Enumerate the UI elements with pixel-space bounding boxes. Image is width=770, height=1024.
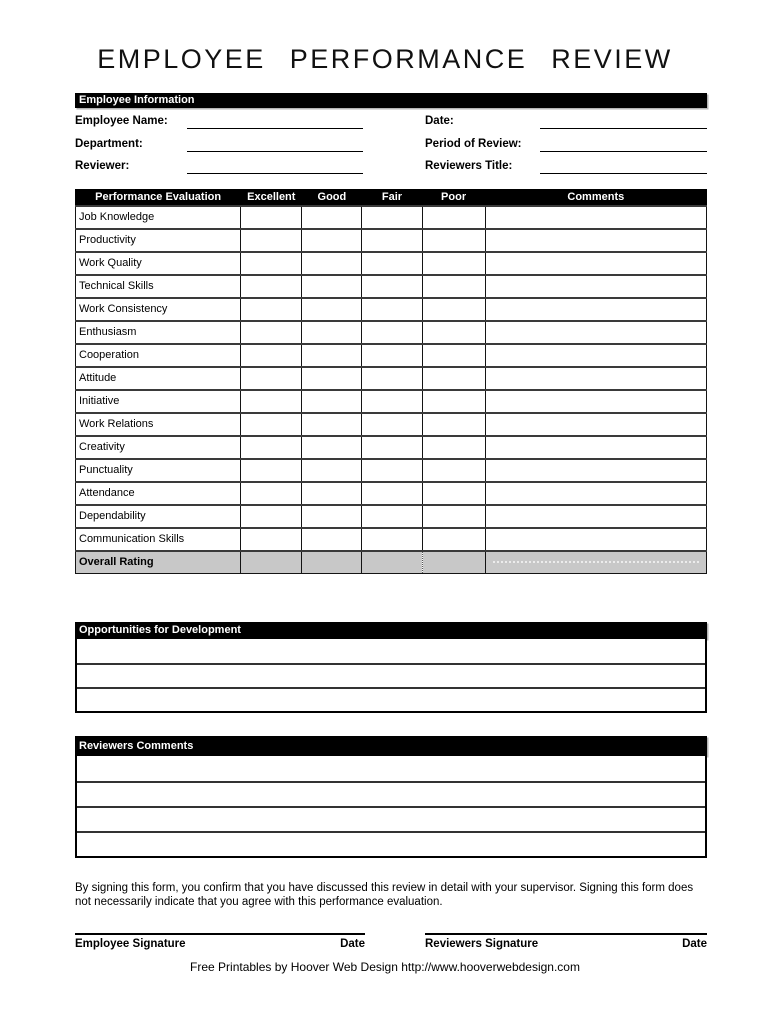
comments-cell[interactable] xyxy=(485,275,706,298)
rating-cell-good[interactable] xyxy=(302,505,362,528)
table-row xyxy=(76,344,707,367)
criterion-label: Attendance xyxy=(76,482,241,505)
rating-cell-excellent[interactable] xyxy=(241,321,302,344)
dotted-leader xyxy=(493,561,699,563)
rating-cell-poor[interactable] xyxy=(422,367,485,390)
rating-cell-excellent[interactable] xyxy=(241,344,302,367)
date-field[interactable] xyxy=(540,115,707,129)
table-header-row xyxy=(76,190,707,206)
rating-cell-fair[interactable] xyxy=(362,390,422,413)
performance-evaluation-table xyxy=(75,189,707,574)
rating-cell-poor[interactable] xyxy=(422,252,485,275)
rating-cell-fair[interactable] xyxy=(362,252,422,275)
rating-cell-fair[interactable] xyxy=(362,229,422,252)
comments-cell[interactable] xyxy=(485,413,706,436)
footer-credit: Free Printables by Hoover Web Design http://www.hooverwebdesign.com xyxy=(190,960,580,974)
rating-cell-good[interactable] xyxy=(302,551,362,574)
criterion-label: Attitude xyxy=(76,367,241,390)
table-row xyxy=(76,252,707,275)
rating-cell-excellent[interactable] xyxy=(241,551,302,574)
overall-rating-label: Overall Rating xyxy=(76,551,241,574)
overall-rating-row xyxy=(76,551,707,574)
rating-cell-good[interactable] xyxy=(302,206,362,229)
rating-cell-fair[interactable] xyxy=(362,321,422,344)
rating-cell-poor[interactable] xyxy=(422,459,485,482)
rating-cell-excellent[interactable] xyxy=(241,229,302,252)
criterion-label: Communication Skills xyxy=(76,528,241,551)
criterion-label: Work Consistency xyxy=(76,298,241,321)
rating-cell-good[interactable] xyxy=(302,459,362,482)
rating-cell-excellent[interactable] xyxy=(241,505,302,528)
blank-row[interactable] xyxy=(77,781,705,806)
column-header-performance-evaluation: Performance Evaluation xyxy=(76,190,241,206)
department-field[interactable] xyxy=(187,138,363,152)
table-row xyxy=(76,459,707,482)
rating-cell-fair[interactable] xyxy=(362,344,422,367)
signature-note: By signing this form, you confirm that you have discussed this review in detail with your supervisor. Signing this form does not necessarily indicate that you agree with this performance evaluation. xyxy=(75,882,694,908)
comments-cell[interactable] xyxy=(485,229,706,252)
column-header-excellent: Excellent xyxy=(241,190,302,206)
table-row xyxy=(76,482,707,505)
criterion-label: Creativity xyxy=(76,436,241,459)
rating-cell-poor[interactable] xyxy=(422,206,485,229)
rating-cell-good[interactable] xyxy=(302,367,362,390)
reviewers-title-label: Reviewers Title: xyxy=(425,160,513,172)
employee-name-field[interactable] xyxy=(187,115,363,129)
period-of-review-field[interactable] xyxy=(540,138,707,152)
rating-cell-good[interactable] xyxy=(302,229,362,252)
rating-cell-excellent[interactable] xyxy=(241,367,302,390)
table-row xyxy=(76,528,707,551)
page-title: EMPLOYEE PERFORMANCE REVIEW xyxy=(97,44,673,74)
comments-cell[interactable] xyxy=(485,482,706,505)
rating-cell-excellent[interactable] xyxy=(241,298,302,321)
rating-cell-poor[interactable] xyxy=(422,390,485,413)
criterion-label: Punctuality xyxy=(76,459,241,482)
rating-cell-excellent[interactable] xyxy=(241,413,302,436)
rating-cell-good[interactable] xyxy=(302,298,362,321)
comments-cell[interactable] xyxy=(485,367,706,390)
rating-cell-excellent[interactable] xyxy=(241,528,302,551)
criterion-label: Work Quality xyxy=(76,252,241,275)
reviewers-comments-section xyxy=(75,756,707,858)
overall-comments-cell[interactable] xyxy=(485,551,706,574)
comments-cell[interactable] xyxy=(485,298,706,321)
rating-cell-good[interactable] xyxy=(302,413,362,436)
rating-cell-excellent[interactable] xyxy=(241,390,302,413)
reviewer-signature-label: Reviewers Signature xyxy=(425,938,539,950)
employee-signature-label: Employee Signature xyxy=(75,938,186,950)
column-header-fair: Fair xyxy=(362,190,422,206)
table-row xyxy=(76,413,707,436)
rating-cell-good[interactable] xyxy=(302,528,362,551)
blank-row[interactable] xyxy=(77,639,705,663)
blank-row[interactable] xyxy=(77,831,705,856)
blank-row[interactable] xyxy=(77,663,705,687)
blank-row[interactable] xyxy=(77,687,705,711)
rating-cell-fair[interactable] xyxy=(362,528,422,551)
rating-cell-poor[interactable] xyxy=(422,505,485,528)
comments-cell[interactable] xyxy=(485,252,706,275)
rating-cell-fair[interactable] xyxy=(362,206,422,229)
rating-cell-good[interactable] xyxy=(302,252,362,275)
table-row xyxy=(76,436,707,459)
date-label: Date: xyxy=(425,115,454,127)
rating-cell-good[interactable] xyxy=(302,390,362,413)
opportunities-header: Opportunities for Development xyxy=(75,622,707,639)
rating-cell-excellent[interactable] xyxy=(241,252,302,275)
opportunities-section xyxy=(75,639,707,713)
table-row xyxy=(76,229,707,252)
column-header-comments: Comments xyxy=(485,190,706,206)
reviewers-title-field[interactable] xyxy=(540,160,707,174)
rating-cell-poor[interactable] xyxy=(422,551,485,574)
rating-cell-poor[interactable] xyxy=(422,482,485,505)
employee-name-label: Employee Name: xyxy=(75,115,168,127)
rating-cell-fair[interactable] xyxy=(362,482,422,505)
rating-cell-fair[interactable] xyxy=(362,367,422,390)
criterion-label: Technical Skills xyxy=(76,275,241,298)
rating-cell-poor[interactable] xyxy=(422,344,485,367)
rating-cell-fair[interactable] xyxy=(362,551,422,574)
rating-cell-fair[interactable] xyxy=(362,298,422,321)
rating-cell-poor[interactable] xyxy=(422,413,485,436)
rating-cell-poor[interactable] xyxy=(422,275,485,298)
rating-cell-excellent[interactable] xyxy=(241,482,302,505)
table-row xyxy=(76,390,707,413)
rating-cell-excellent[interactable] xyxy=(241,436,302,459)
rating-cell-fair[interactable] xyxy=(362,275,422,298)
comments-cell[interactable] xyxy=(485,344,706,367)
comments-cell[interactable] xyxy=(485,505,706,528)
criterion-label: Enthusiasm xyxy=(76,321,241,344)
criterion-label: Cooperation xyxy=(76,344,241,367)
comments-cell[interactable] xyxy=(485,206,706,229)
department-label: Department: xyxy=(75,138,143,150)
criterion-label: Productivity xyxy=(76,229,241,252)
employee-information-header: Employee Information xyxy=(75,93,707,108)
column-header-good: Good xyxy=(302,190,362,206)
rating-cell-excellent[interactable] xyxy=(241,206,302,229)
rating-cell-good[interactable] xyxy=(302,344,362,367)
reviewer-label: Reviewer: xyxy=(75,160,130,172)
rating-cell-poor[interactable] xyxy=(422,321,485,344)
criterion-label: Dependability xyxy=(76,505,241,528)
rating-cell-poor[interactable] xyxy=(422,229,485,252)
rating-cell-excellent[interactable] xyxy=(241,275,302,298)
employee-date-label: Date xyxy=(340,938,365,950)
rating-cell-poor[interactable] xyxy=(422,436,485,459)
table-row xyxy=(76,505,707,528)
rating-cell-good[interactable] xyxy=(302,482,362,505)
employee-signature-block[interactable] xyxy=(75,933,365,950)
comments-cell[interactable] xyxy=(485,321,706,344)
table-row xyxy=(76,298,707,321)
criterion-label: Job Knowledge xyxy=(76,206,241,229)
reviewer-date-label: Date xyxy=(682,938,707,950)
comments-cell[interactable] xyxy=(485,528,706,551)
blank-row[interactable] xyxy=(77,756,705,781)
rating-cell-fair[interactable] xyxy=(362,436,422,459)
reviewers-comments-header: Reviewers Comments xyxy=(75,736,707,756)
comments-cell[interactable] xyxy=(485,390,706,413)
table-row xyxy=(76,275,707,298)
table-row xyxy=(76,206,707,229)
criterion-label: Work Relations xyxy=(76,413,241,436)
rating-cell-poor[interactable] xyxy=(422,528,485,551)
period-of-review-label: Period of Review: xyxy=(425,138,522,150)
comments-cell[interactable] xyxy=(485,459,706,482)
rating-cell-good[interactable] xyxy=(302,275,362,298)
rating-cell-good[interactable] xyxy=(302,436,362,459)
table-row xyxy=(76,321,707,344)
reviewer-signature-block[interactable] xyxy=(425,933,707,950)
reviewer-field[interactable] xyxy=(187,160,363,174)
rating-cell-fair[interactable] xyxy=(362,459,422,482)
blank-row[interactable] xyxy=(77,806,705,831)
column-header-poor: Poor xyxy=(422,190,485,206)
table-row xyxy=(76,367,707,390)
rating-cell-fair[interactable] xyxy=(362,413,422,436)
comments-cell[interactable] xyxy=(485,436,706,459)
rating-cell-poor[interactable] xyxy=(422,298,485,321)
rating-cell-excellent[interactable] xyxy=(241,459,302,482)
rating-cell-fair[interactable] xyxy=(362,505,422,528)
criterion-label: Initiative xyxy=(76,390,241,413)
rating-cell-good[interactable] xyxy=(302,321,362,344)
